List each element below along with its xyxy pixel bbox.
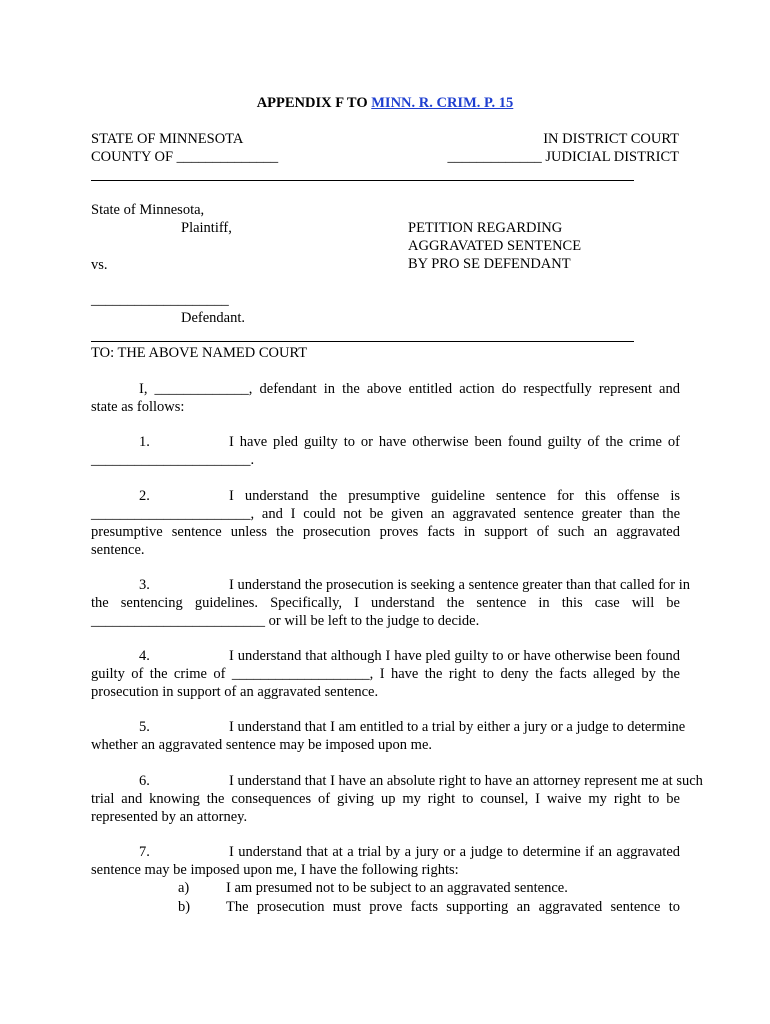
item-6-line-2: trial and knowing the consequences of giving up my right to counsel, I waive my right to be bbox=[91, 791, 680, 807]
item-2-line-2: ______________________, and I could not be given an aggravated sentence greater than the bbox=[91, 506, 680, 522]
to-court-line: TO: THE ABOVE NAMED COURT bbox=[91, 345, 308, 361]
appendix-title bbox=[0, 94, 770, 112]
item-7-number: 7. bbox=[139, 844, 150, 860]
item-3-line-2: the sentencing guidelines. Specifically, I understand the sentence in this case will be bbox=[91, 595, 680, 611]
item-5-number: 5. bbox=[139, 719, 150, 735]
subitem-b-text: The prosecution must prove facts supporting an aggravated sentence to bbox=[226, 899, 680, 915]
item-1-line-2: ______________________. bbox=[91, 452, 255, 468]
intro-line-2: state as follows: bbox=[91, 399, 185, 415]
item-6-line-1: I understand that I have an absolute right to have an attorney represent me at such bbox=[229, 773, 703, 789]
item-5-line-2: whether an aggravated sentence may be imposed upon me. bbox=[91, 737, 433, 753]
item-5-line-1: I understand that I am entitled to a trial by either a jury or a judge to determine bbox=[229, 719, 686, 735]
item-7 bbox=[91, 843, 680, 879]
subitem-b bbox=[178, 898, 680, 916]
item-7-line-2: sentence may be imposed upon me, I have the following rights: bbox=[91, 862, 459, 878]
item-6 bbox=[91, 772, 703, 826]
caption-divider-top bbox=[91, 180, 634, 181]
appendix-title-prefix: APPENDIX F TO bbox=[256, 95, 372, 111]
item-5 bbox=[91, 718, 686, 754]
item-3-line-3: ________________________ or will be left to the judge to decide. bbox=[91, 613, 480, 629]
item-4-line-1: I understand that although I have pled guilty to or have otherwise been found bbox=[229, 648, 680, 664]
defendant-name-blank: ___________________ bbox=[91, 292, 229, 308]
item-3-number: 3. bbox=[139, 577, 150, 593]
item-1-line-1: I have pled guilty to or have otherwise been found guilty of the crime of bbox=[229, 434, 680, 450]
petition-title-line-3: BY PRO SE DEFENDANT bbox=[408, 256, 571, 272]
subitem-a bbox=[178, 879, 680, 897]
item-4-number: 4. bbox=[139, 648, 150, 664]
subitem-a-text: I am presumed not to be subject to an aggravated sentence. bbox=[226, 880, 568, 896]
intro-line-1: I, _____________, defendant in the above entitled action do respectfully represent and bbox=[139, 381, 680, 397]
petition-title-line-2: AGGRAVATED SENTENCE bbox=[408, 238, 582, 254]
rule-citation-link[interactable]: MINN. R. CRIM. P. 15 bbox=[371, 95, 514, 111]
caption-state: STATE OF MINNESOTA bbox=[91, 131, 244, 147]
item-2-number: 2. bbox=[139, 488, 150, 504]
caption-county: COUNTY OF ______________ bbox=[91, 149, 279, 165]
plaintiff-label: Plaintiff, bbox=[181, 220, 232, 236]
versus-label: vs. bbox=[91, 257, 108, 273]
item-2-line-3: presumptive sentence unless the prosecution proves facts in support of such an aggravated bbox=[91, 524, 680, 540]
petition-title-line-1: PETITION REGARDING bbox=[408, 220, 563, 236]
intro-paragraph bbox=[91, 380, 680, 416]
item-2-line-4: sentence. bbox=[91, 542, 145, 558]
plaintiff-name: State of Minnesota, bbox=[91, 202, 205, 218]
item-6-number: 6. bbox=[139, 773, 150, 789]
item-1 bbox=[91, 433, 680, 469]
caption-district: _____________ JUDICIAL DISTRICT bbox=[447, 149, 679, 165]
item-6-line-3: represented by an attorney. bbox=[91, 809, 248, 825]
item-4-line-3: prosecution in support of an aggravated sentence. bbox=[91, 684, 379, 700]
item-7-line-1: I understand that at a trial by a jury or a judge to determine if an aggravated bbox=[229, 844, 680, 860]
item-3-line-1: I understand the prosecution is seeking a sentence greater than that called for in bbox=[229, 577, 691, 593]
caption-court: IN DISTRICT COURT bbox=[543, 131, 679, 147]
item-4-line-2: guilty of the crime of ___________________, I have the right to deny the facts alleged by the bbox=[91, 666, 680, 682]
subitem-a-label: a) bbox=[178, 880, 190, 896]
defendant-label: Defendant. bbox=[181, 310, 246, 326]
item-3 bbox=[91, 576, 691, 630]
item-4 bbox=[91, 647, 680, 701]
subitem-b-label: b) bbox=[178, 899, 191, 915]
item-2 bbox=[91, 487, 680, 559]
caption-divider-bottom bbox=[91, 341, 634, 342]
item-2-line-1: I understand the presumptive guideline sentence for this offense is bbox=[229, 488, 680, 504]
item-1-number: 1. bbox=[139, 434, 150, 450]
